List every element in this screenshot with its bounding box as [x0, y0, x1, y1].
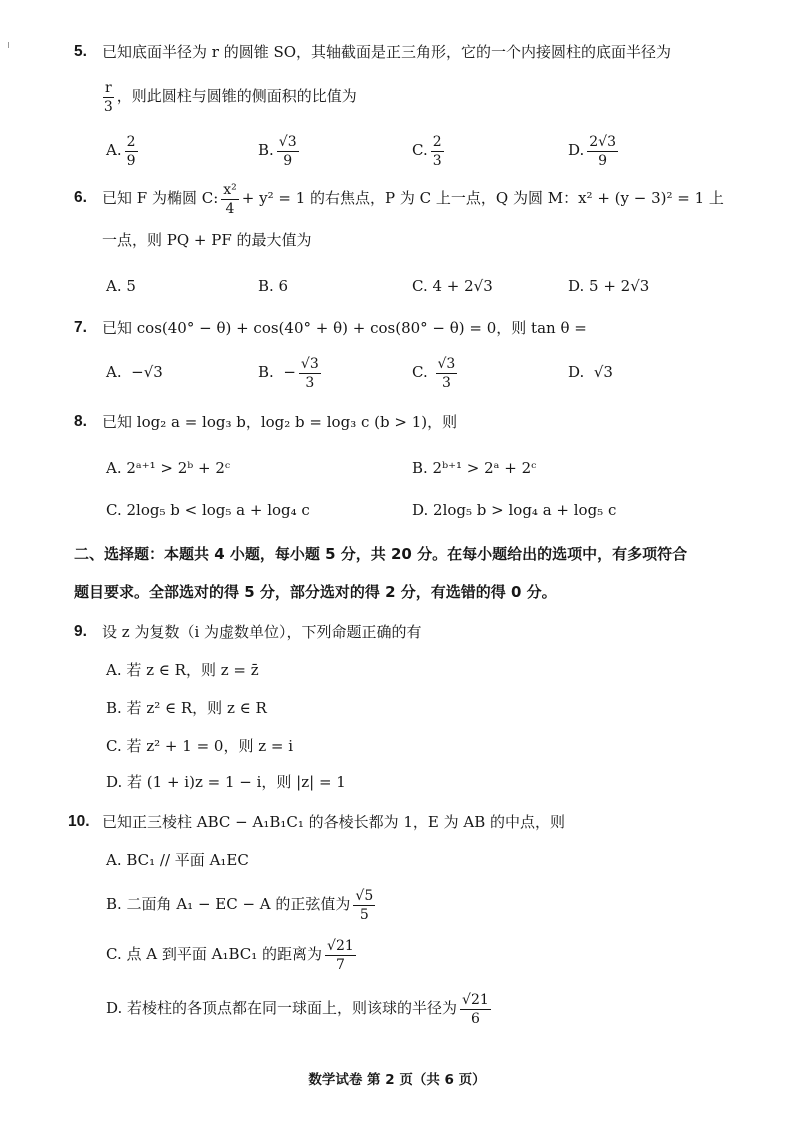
q9-number: 9. [74, 623, 87, 640]
page-footer: 数学试卷 第 2 页（共 6 页） [308, 1072, 486, 1088]
q6-option-c: C. 4 + 2√3 [412, 277, 493, 295]
q10-option-a: A. BC₁ // 平面 A₁EC [106, 851, 249, 869]
q5-stem-line2: $\frac{r}{3}$ ，则此圆柱与圆锥的侧面积的比值为 [103, 79, 357, 115]
q5-fraction: $\frac{r}{3}$ [103, 79, 113, 115]
q7-option-d: D. √3 [568, 363, 613, 381]
section2-instructions-line2: 题目要求。全部选对的得 5 分，部分选对的得 2 分，有选错的得 0 分。 [74, 583, 557, 601]
q8-option-a: A. 2ᵃ⁺¹ > 2ᵇ + 2ᶜ [106, 459, 231, 477]
q8-option-b: B. 2ᵇ⁺¹ > 2ᵃ + 2ᶜ [412, 459, 537, 477]
q6-number: 6. [74, 189, 87, 206]
q10-option-b: B. 二面角 A₁ − EC − A 的正弦值为 $\frac{√5}{5}$ [106, 887, 374, 923]
q10-option-c: C. 点 A 到平面 A₁BC₁ 的距离为 $\frac{√21}{7}$ [106, 937, 354, 973]
q7-option-c: C. $\frac{√3}{3}$ [412, 355, 456, 391]
q7-option-a: A. −√3 [106, 363, 163, 381]
q5-option-c: C. $\frac{2}{3}$ [412, 133, 442, 169]
q9-option-a: A. 若 z ∈ R，则 z = z̄ [106, 661, 259, 679]
q10-number: 10. [68, 813, 90, 830]
q7-number: 7. [74, 319, 87, 336]
q6-option-a: A. 5 [106, 277, 136, 295]
q9-option-c: C. 若 z² + 1 = 0，则 z = i [106, 737, 294, 755]
q9-option-d: D. 若 (1 + i)z = 1 − i，则 |z| = 1 [106, 773, 346, 791]
q6-fraction: $\frac{\text{x²}}{4}$ [223, 181, 237, 217]
q9-stem: 设 z 为复数（i 为虚数单位），下列命题正确的有 [102, 623, 422, 641]
q7-stem: 已知 cos(40° − θ) + cos(40° + θ) + cos(80° − θ) = 0，则 tan θ = [102, 319, 587, 337]
q8-number: 8. [74, 413, 87, 430]
q6-stem-line1: 已知 F 为椭圆 C: $\frac{\text{x²}}{4}$ + y² = 1 的右焦点，P 为 C 上一点，Q 为圆 M：x² + (y − 3)² = 1 上 [102, 181, 724, 217]
q9-option-b: B. 若 z² ∈ R，则 z ∈ R [106, 699, 267, 717]
q7-option-b: B. − $\frac{√3}{3}$ [258, 355, 319, 391]
q5-option-b: B. $\frac{√3}{9}$ [258, 133, 297, 169]
q8-option-d: D. 2log₅ b > log₄ a + log₅ c [412, 501, 617, 519]
q10-option-d: D. 若棱柱的各顶点都在同一球面上，则该球的半径为 $\frac{√21}{6}$ [106, 991, 489, 1027]
q5-option-a: A. $\frac{2}{9}$ [106, 133, 136, 169]
q8-stem: 已知 log₂ a = log₃ b，log₂ b = log₃ c (b > 1)，则 [102, 413, 458, 431]
q6-option-b: B. 6 [258, 277, 289, 295]
section2-instructions-line1: 二、选择题：本题共 4 小题，每小题 5 分，共 20 分。在每小题给出的选项中，有多项符合 [74, 545, 688, 563]
q6-option-d: D. 5 + 2√3 [568, 277, 650, 295]
q6-stem-line2: 一点，则 PQ + PF 的最大值为 [102, 231, 312, 249]
q5-number: 5. [74, 43, 87, 60]
q10-stem: 已知正三棱柱 ABC − A₁B₁C₁ 的各棱长都为 1，E 为 AB 的中点，则 [102, 813, 566, 831]
q5-option-d: D. $\frac{2√3}{9}$ [568, 133, 617, 169]
scan-mark [8, 42, 9, 48]
q8-option-c: C. 2log₅ b < log₅ a + log₄ c [106, 501, 310, 519]
q5-stem-line1: 已知底面半径为 r 的圆锥 SO，其轴截面是正三角形，它的一个内接圆柱的底面半径为 [102, 43, 672, 61]
